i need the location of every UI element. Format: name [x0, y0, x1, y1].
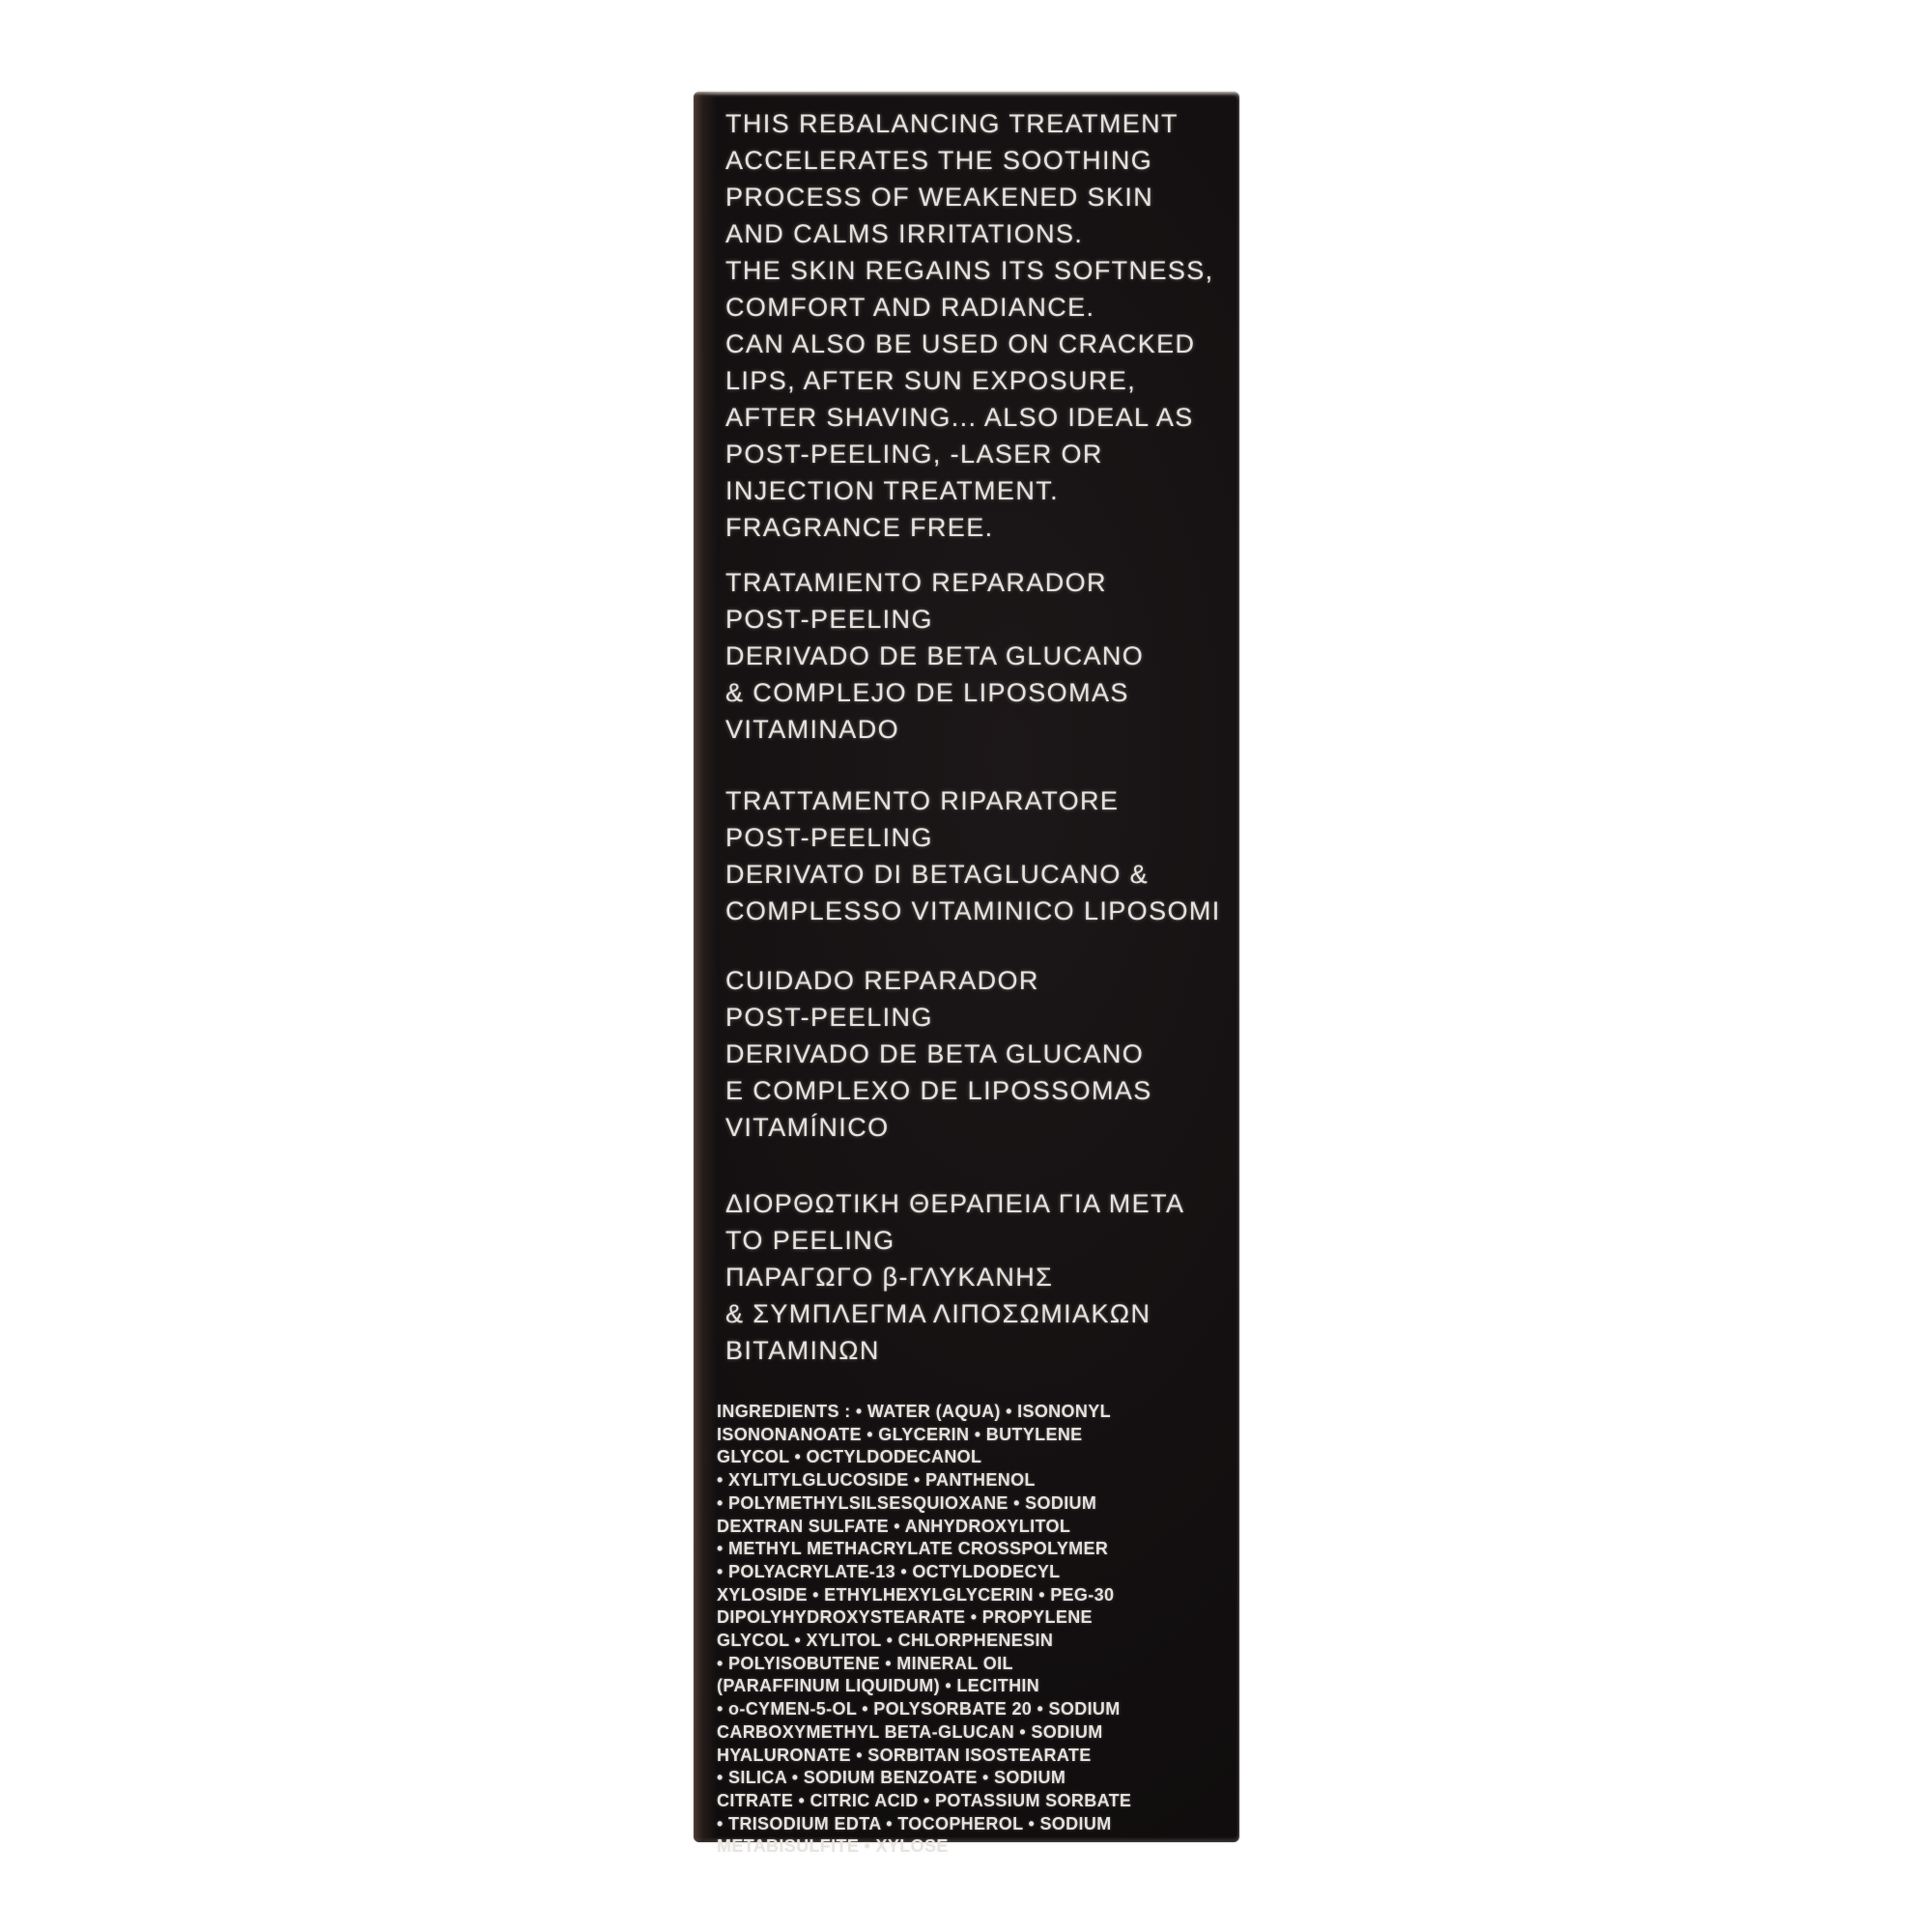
text-line: ΤΟ PEELING — [725, 1226, 895, 1255]
portuguese-description — [725, 962, 1213, 1146]
text-line: VITAMINADO — [725, 715, 900, 744]
text-line: ΒΙΤΑΜΙΝΩΝ — [725, 1336, 880, 1365]
text-line: GLYCOL • OCTYLDODECANOL — [717, 1447, 982, 1467]
text-line: & ΣΥΜΠΛΕΓΜΑ ΛΙΠΟΣΩΜΙΑΚΩΝ — [725, 1299, 1151, 1328]
text-line: GLYCOL • XYLITOL • CHLORPHENESIN — [717, 1631, 1054, 1651]
text-line: • XYLITYLGLUCOSIDE • PANTHENOL — [717, 1470, 1036, 1491]
text-line: • TRISODIUM EDTA • TOCOPHEROL • SODIUM — [717, 1813, 1112, 1833]
panel-text — [717, 105, 1221, 1859]
text-line: PROCESS OF WEAKENED SKIN — [725, 183, 1154, 212]
text-line: • POLYISOBUTENE • MINERAL OIL — [717, 1653, 1013, 1673]
greek-description — [725, 1185, 1213, 1369]
text-line: CITRATE • CITRIC ACID • POTASSIUM SORBATE — [717, 1790, 1132, 1810]
text-line: METABISULFITE • XYLOSE — [717, 1836, 949, 1857]
text-line: INGREDIENTS : • WATER (AQUA) • ISONONYL — [717, 1402, 1111, 1421]
english-description — [725, 105, 1213, 546]
text-line: • POLYMETHYLSILSESQUIOXANE • SODIUM — [717, 1492, 1097, 1513]
text-line: ISONONANOATE • GLYCERIN • BUTYLENE — [717, 1424, 1083, 1444]
text-line: AFTER SHAVING... ALSO IDEAL AS — [725, 403, 1194, 432]
text-line: • o-CYMEN-5-OL • POLYSORBATE 20 • SODIUM — [717, 1699, 1121, 1719]
text-line: XYLOSIDE • ETHYLHEXYLGLYCERIN • PEG-30 — [717, 1584, 1115, 1605]
text-line: & COMPLEJO DE LIPOSOMAS — [725, 678, 1129, 707]
text-line: • SILICA • SODIUM BENZOATE • SODIUM — [717, 1768, 1066, 1788]
product-box-back-panel — [694, 92, 1239, 1857]
text-line: DEXTRAN SULFATE • ANHYDROXYLITOL — [717, 1516, 1071, 1536]
text-line: DERIVADO DE BETA GLUCANO — [725, 641, 1145, 670]
spanish-description — [725, 564, 1213, 748]
text-line: E COMPLEXO DE LIPOSSOMAS — [725, 1076, 1152, 1105]
text-line: DIPOLYHYDROXYSTEARATE • PROPYLENE — [717, 1607, 1093, 1628]
italian-description — [725, 782, 1221, 929]
text-line: CARBOXYMETHYL BETA-GLUCAN • SODIUM — [717, 1721, 1103, 1742]
text-line: POST-PEELING — [725, 1003, 933, 1032]
ingredients-list — [717, 1401, 1213, 1859]
text-line: VITAMÍNICO — [725, 1113, 890, 1142]
text-line: POST-PEELING — [725, 823, 933, 852]
text-line: DERIVATO DI BETAGLUCANO & — [725, 860, 1150, 889]
text-line: ACCELERATES THE SOOTHING — [725, 146, 1153, 175]
text-line: COMPLESSO VITAMINICO LIPOSOMI — [725, 896, 1221, 925]
text-line: POST-PEELING, -LASER OR — [725, 440, 1103, 469]
box-top-edge — [695, 92, 1238, 96]
text-line: AND CALMS IRRITATIONS. — [725, 219, 1084, 248]
text-line: TRATAMIENTO REPARADOR — [725, 568, 1107, 597]
text-line: THE SKIN REGAINS ITS SOFTNESS, — [725, 256, 1214, 285]
text-line: INJECTION TREATMENT. — [725, 476, 1060, 505]
text-line: DERIVADO DE BETA GLUCANO — [725, 1039, 1145, 1068]
text-line: FRAGRANCE FREE. — [725, 513, 994, 542]
text-line: ΠΑΡΑΓΩΓΟ β-ΓΛΥΚΑΝΗΣ — [725, 1263, 1054, 1292]
text-line: • POLYACRYLATE-13 • OCTYLDODECYL — [717, 1561, 1061, 1581]
text-line: COMFORT AND RADIANCE. — [725, 293, 1095, 322]
box-left-edge — [694, 92, 717, 1842]
text-line: POST-PEELING — [725, 605, 933, 634]
text-line: TRATTAMENTO RIPARATORE — [725, 786, 1120, 815]
text-line: CUIDADO REPARADOR — [725, 966, 1039, 995]
text-line: (PARAFFINUM LIQUIDUM) • LECITHIN — [717, 1676, 1040, 1696]
text-line: HYALURONATE • SORBITAN ISOSTEARATE — [717, 1745, 1092, 1765]
text-line: THIS REBALANCING TREATMENT — [725, 109, 1179, 138]
text-line: ΔΙΟΡΘΩΤΙΚΗ ΘΕΡΑΠΕΙΑ ΓΙΑ ΜΕΤΑ — [725, 1189, 1185, 1218]
text-line: • METHYL METHACRYLATE CROSSPOLYMER — [717, 1539, 1109, 1559]
text-line: CAN ALSO BE USED ON CRACKED — [725, 329, 1196, 358]
text-line: LIPS, AFTER SUN EXPOSURE, — [725, 366, 1137, 395]
